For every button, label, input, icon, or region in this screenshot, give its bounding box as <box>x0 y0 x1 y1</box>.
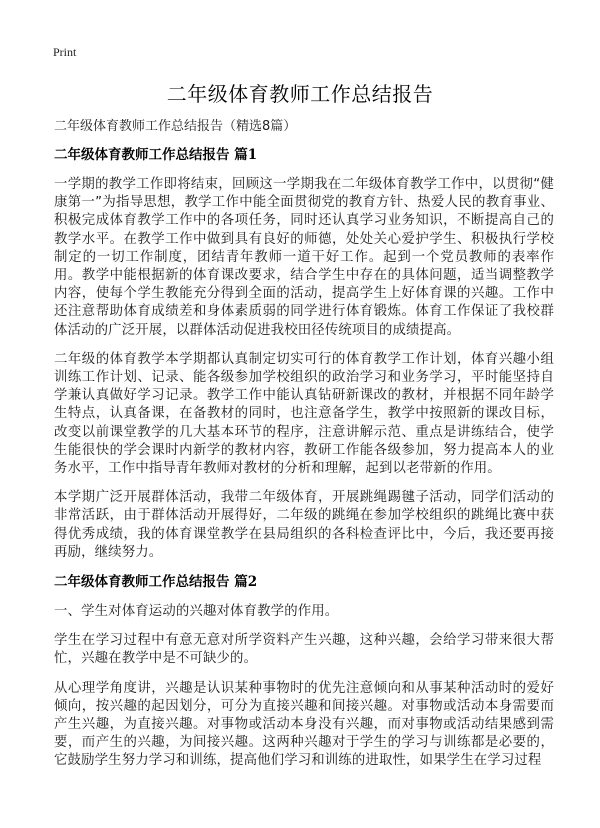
paragraph: 一学期的教学工作即将结束，回顾这一学期我在二年级体育教学工作中，以贯彻“健康第一”为指导思想，教学工作中能全面贯彻党的教育方针、热爱人民的教育事业、积极完成体育教学工作中的各项任务，同时还认真学习业务知识，不断提高自己的教学水平。在教学工作中做到具有良好的师德，处处关心爱护学生、积极执行学校制定的一切工作制度，团结青年教师一道干好工作。起到一个党员教师的表率作用。教学中能根据新的体育课改要求，结合学生中存在的具体问题，适当调整教学内容，使每个学生教能充分得到全面的活动，提高学生上好体育课的兴趣。工作中还注意帮助体育成绩差和身体素质弱的同学进行体育锻炼。体育工作保证了我校群体活动的广泛开展，以群体活动促进我校田径传统项目的成绩提高。 <box>54 177 554 338</box>
document-title: 二年级体育教师工作总结报告 <box>166 82 434 106</box>
paragraph: 本学期广泛开展群体活动，我带二年级体育，开展跳绳踢毽子活动，同学们活动的非常活跃，由于群体活动开展得好，二年级的跳绳在参加学校组织的跳绳比赛中获得优秀成绩，我的体育课堂教学在县局组织的各科检查评比中，今后，我还要再接再励，继续努力。 <box>54 490 554 560</box>
document-body <box>54 118 554 782</box>
section-heading: 二年级体育教师工作总结报告 篇2 <box>54 574 258 591</box>
document-subtitle: 二年级体育教师工作总结报告（精选8篇） <box>54 119 297 134</box>
section-heading: 二年级体育教师工作总结报告 篇1 <box>54 147 258 163</box>
section-2 <box>54 573 554 771</box>
section-1 <box>54 146 554 562</box>
paragraph: 一、学生对体育运动的兴趣对体育教学的作用。 <box>54 604 339 620</box>
paragraph: 学生在学习过程中有意无意对所学资料产生兴趣，这种兴趣，会给学习带来很大帮忙，兴趣在教学中是不可缺少的。 <box>54 633 554 667</box>
paragraph: 从心理学角度讲，兴趣是认识某种事物时的优先注意倾向和从事某种活动时的爱好倾向，按兴趣的起因划分，可分为直接兴趣和间接兴趣。对事物或活动本身需要而产生兴趣，为直接兴趣。对事物或活动本身没有兴趣，而对事物或活动结果感到需要，而产生的兴趣，为间接兴趣。这两种兴趣对于学生的学习与训练都是必要的，它鼓励学生努力学习和训练，提高他们学习和训练的进取性，如果学生在学习过程 <box>54 680 554 769</box>
paragraph: 二年级的体育教学本学期都认真制定切实可行的体育教学工作计划，体育兴趣小组训练工作计划、记录、能各级参加学校组织的政治学习和业务学习，平时能坚持自学兼认真做好学习记录。教学工作中能认真钻研新课改的教材，并根据不同年龄学生特点，认真备课，在备教材的同时，也注意备学生，教学中按照新的课改目标，改变以前课堂教学的几大基本环节的程序，注意讲解示范、重点是讲练结合，使学生能很快的学会课时内新学的教材内容，教研工作能各级参加，努力提高本人的业务水平，工作中指导青年教师对教材的分析和理解，起到以老带新的作用。 <box>54 351 554 477</box>
print-label[interactable]: Print <box>53 45 77 59</box>
